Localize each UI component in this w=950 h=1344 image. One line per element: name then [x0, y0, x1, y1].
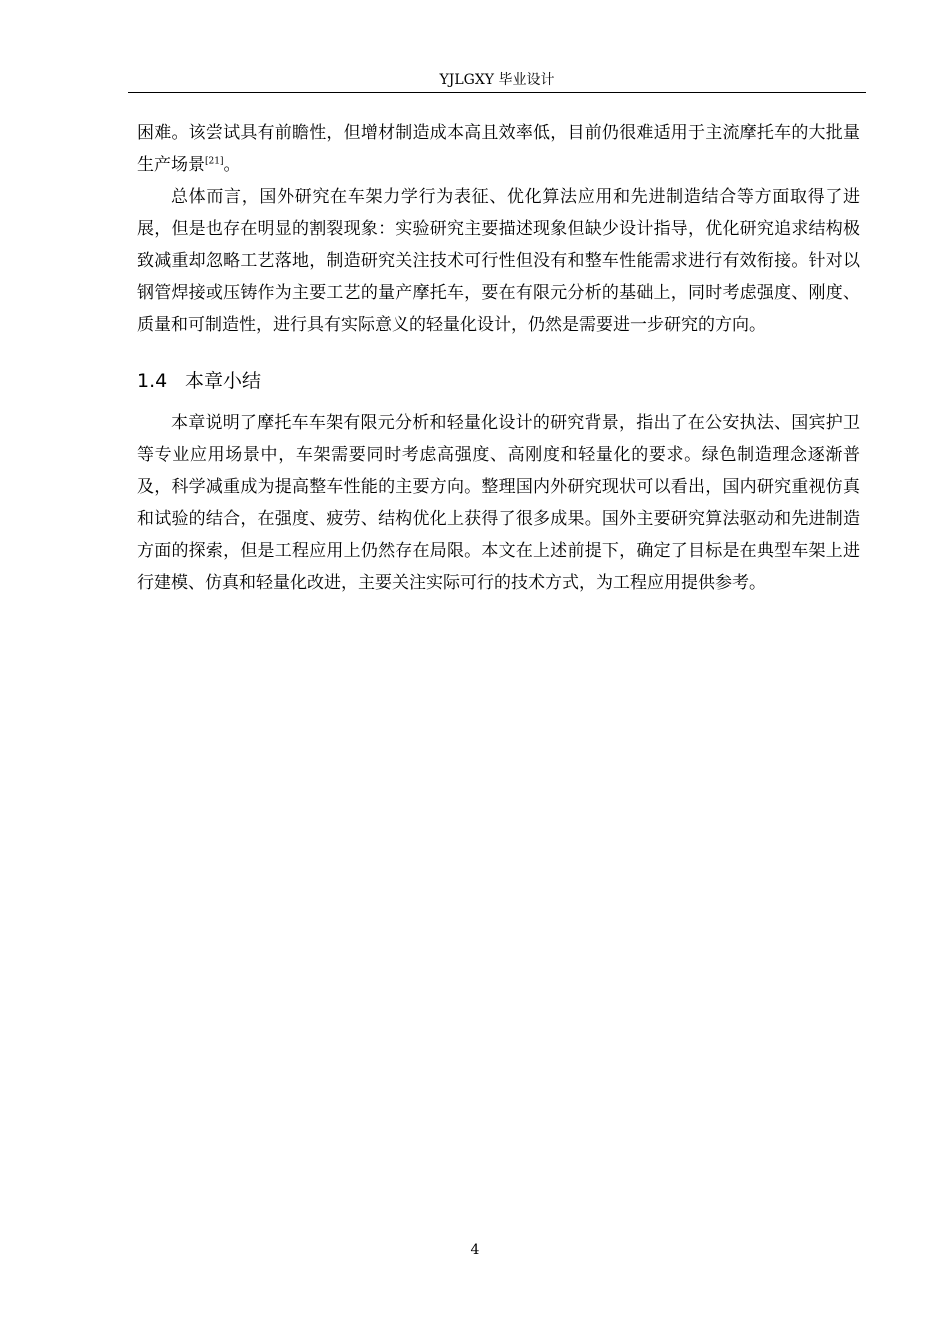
- paragraph-overseas-summary: 总体而言，国外研究在车架力学行为表征、优化算法应用和先进制造结合等方面取得了进展，但是也存在明显的割裂现象：实验研究主要描述现象但缺少设计指导，优化研究追求结构极致减重却忽略工艺落地，制造研究关注技术可行性但没有和整车性能需求进行有效衔接。针对以钢管焊接或压铸作为主要工艺的量产摩托车，要在有限元分析的基础上，同时考虑强度、刚度、质量和可制造性，进行具有实际意义的轻量化设计，仍然是需要进一步研究的方向。: [137, 187, 860, 335]
- section-heading: [137, 355, 860, 407]
- paragraph-text: 困难。该尝试具有前瞻性，但增材制造成本高且效率低，目前仍很难适用于主流摩托车的大批量生产场景: [137, 123, 860, 175]
- header-title: YJLGXY 毕业设计: [439, 72, 555, 88]
- paragraph-chapter-summary: 本章说明了摩托车车架有限元分析和轻量化设计的研究背景，指出了在公安执法、国宾护卫等专业应用场景中，车架需要同时考虑高强度、高刚度和轻量化的要求。绿色制造理念逐渐普及，科学减重成为提高整车性能的主要方向。整理国内外研究现状可以看出，国内研究重视仿真和试验的结合，在强度、疲劳、结构优化上获得了很多成果。国外主要研究算法驱动和先进制造方面的探索，但是工程应用上仍然存在局限。本文在上述前提下，确定了目标是在典型车架上进行建模、仿真和轻量化改进，主要关注实际可行的技术方式，为工程应用提供参考。: [137, 413, 860, 593]
- section-title: 本章小结: [185, 370, 262, 392]
- citation-marker: [21]: [205, 156, 224, 167]
- section-number: 1.4: [137, 370, 168, 392]
- document-body: [137, 117, 860, 599]
- paragraph-continued: [137, 117, 860, 181]
- page-number: 4: [470, 1242, 480, 1258]
- paragraph-end-punctuation: 。: [223, 155, 241, 175]
- page-header: [128, 70, 866, 93]
